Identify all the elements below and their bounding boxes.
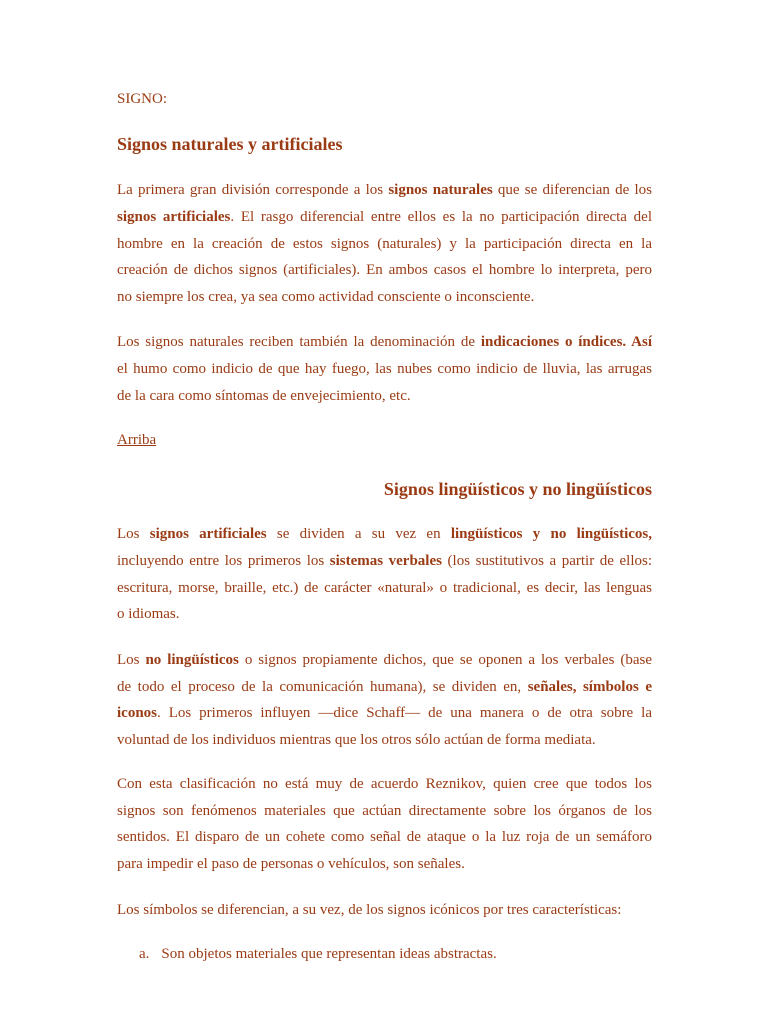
paragraph-line: signos son fenómenos materiales que actúan directamente sobre los órganos de los [117,803,652,819]
bold-term: señales, símbolos e [527,679,652,695]
bold-term: signos artificiales [149,526,267,542]
text-span: o signos propiamente dichos, que se oponen a los verbales (base [238,652,652,668]
text-span: . Los primeros influyen —dice Schaff— de una manera o de otra sobre la [157,705,652,721]
paragraph-line [117,679,652,696]
bold-term: indicaciones o índices. Así [480,334,652,350]
heading-linguisticos: Signos lingüísticos y no lingüísticos [383,479,652,499]
bold-term: signos naturales [388,182,493,198]
paragraph-line: Con esta clasificación no está muy de acuerdo Reznikov, quien cree que todos los [117,776,652,792]
list-marker: a. [139,946,150,962]
text-span: Los signos naturales reciben también la denominación de [117,334,481,350]
paragraph-line [117,705,652,722]
text-span: incluyendo entre los primeros los [117,553,330,569]
bold-term: signos artificiales [117,209,231,225]
bold-term: sistemas verbales [329,553,442,569]
text-span: Los [117,526,150,542]
top-label: SIGNO: [117,91,168,107]
text-span: (los sustitutivos a partir de ellos: [441,553,652,569]
text-span: Los [117,652,146,668]
text-span: de todo el proceso de la comunicación humana), se dividen en, [117,679,528,695]
list-item-text: Son objetos materiales que representan ideas abstractas. [161,946,497,962]
paragraph-line: no siempre los crea, ya sea como actividad consciente o inconsciente. [117,289,535,305]
text-span: La primera gran división corresponde a los [117,182,389,198]
list-item-a [139,946,652,963]
bold-term: lingüísticos y no lingüísticos, [450,526,652,542]
paragraph-line [117,182,652,199]
paragraph-line: para impedir el paso de personas o vehículos, son señales. [117,856,465,872]
paragraph-line: o idiomas. [117,606,180,622]
paragraph-line: sentidos. El disparo de un cohete como señal de ataque o la luz roja de un semáforo [117,829,652,845]
paragraph-6: Los símbolos se diferencian, a su vez, de los signos icónicos por tres características: [117,902,622,918]
paragraph-line [117,652,652,669]
paragraph-line: creación de dichos signos (artificiales). En ambos casos el hombre lo interpreta, pero [117,262,652,278]
bold-term: iconos [117,705,158,721]
bold-term: no lingüísticos [145,652,239,668]
arriba-link[interactable]: Arriba [117,432,157,448]
paragraph-line: de la cara como síntomas de envejecimiento, etc. [117,388,411,404]
text-span: que se diferencian de los [492,182,652,198]
text-span: se dividen a su vez en [266,526,451,542]
paragraph-line [117,553,652,570]
paragraph-line [117,334,652,351]
paragraph-line [117,209,652,226]
heading-naturales-artificiales: Signos naturales y artificiales [117,134,343,154]
paragraph-line: voluntad de los individuos mientras que los otros sólo actúan de forma mediata. [117,732,596,748]
arriba-line [117,432,652,449]
text-span: . El rasgo diferencial entre ellos es la no participación directa del [230,209,652,225]
paragraph-line: escritura, morse, braille, etc.) de carácter «natural» o tradicional, es decir, las lenguas [117,580,652,596]
paragraph-line [117,526,652,543]
paragraph-line: hombre en la creación de estos signos (naturales) y la participación directa en la [117,236,652,252]
paragraph-line: el humo como indicio de que hay fuego, las nubes como indicio de lluvia, las arrugas [117,361,652,377]
